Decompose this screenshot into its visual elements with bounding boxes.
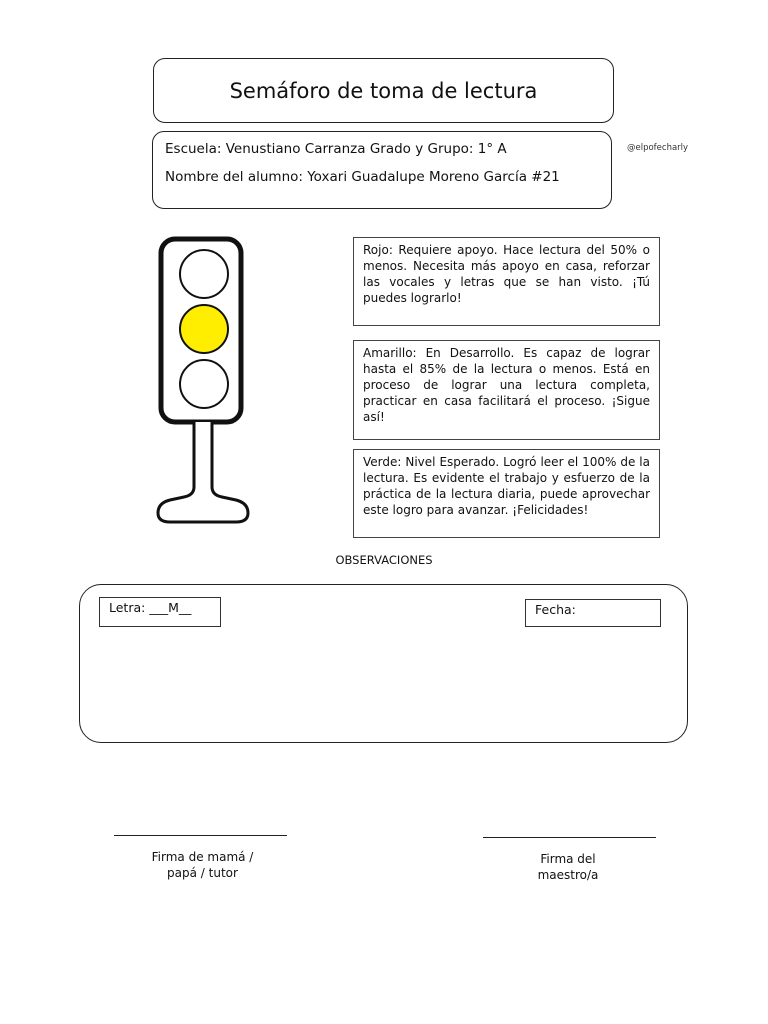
red-light: [180, 250, 228, 298]
student-name-line: Nombre del alumno: Yoxari Guadalupe Moreno García #21: [165, 169, 560, 185]
letra-field[interactable]: [99, 597, 221, 627]
school-line: Escuela: Venustiano Carranza Grado y Grupo: 1° A: [165, 141, 507, 157]
student-info-box: [152, 131, 612, 209]
teacher-signature-label: Firma del maestro/a: [537, 852, 599, 882]
traffic-light-icon: [150, 232, 260, 532]
level-red-text: Rojo: Requiere apoyo. Hace lectura del 50% o menos. Necesita más apoyo en casa, reforzar las vocales y letras que se han visto. ¡Tú puedes lograrlo!: [363, 243, 650, 305]
letra-text: Letra: ___M__: [109, 600, 192, 615]
level-red-card: [353, 237, 660, 326]
level-yellow-card: [353, 340, 660, 440]
yellow-light: [180, 305, 228, 353]
fecha-field[interactable]: [525, 599, 661, 627]
level-yellow-text: Amarillo: En Desarrollo. Es capaz de lograr hasta el 85% de la lectura o menos. Está en proceso de lograr una lectura completa, practicar en casa facilitará el proceso. ¡Sigue así!: [363, 346, 650, 424]
parent-signature-label: Firma de mamá / papá / tutor: [151, 850, 254, 880]
teacher-signature-line: [483, 837, 656, 838]
fecha-label: Fecha:: [535, 602, 576, 617]
parent-signature-line: [114, 835, 287, 836]
level-green-card: [353, 449, 660, 538]
page-title-text: Semáforo de toma de lectura: [229, 78, 538, 103]
page-title: [153, 58, 614, 123]
observations-heading: OBSERVACIONES: [335, 553, 433, 567]
author-watermark: @elpofecharly: [627, 143, 689, 153]
level-green-text: Verde: Nivel Esperado. Logró leer el 100% de la lectura. Es evidente el trabajo y esfuerzo de la práctica de la lectura diaria, puede aprovechar este logro para avanzar. ¡Felicidades!: [363, 455, 650, 517]
green-light: [180, 360, 228, 408]
